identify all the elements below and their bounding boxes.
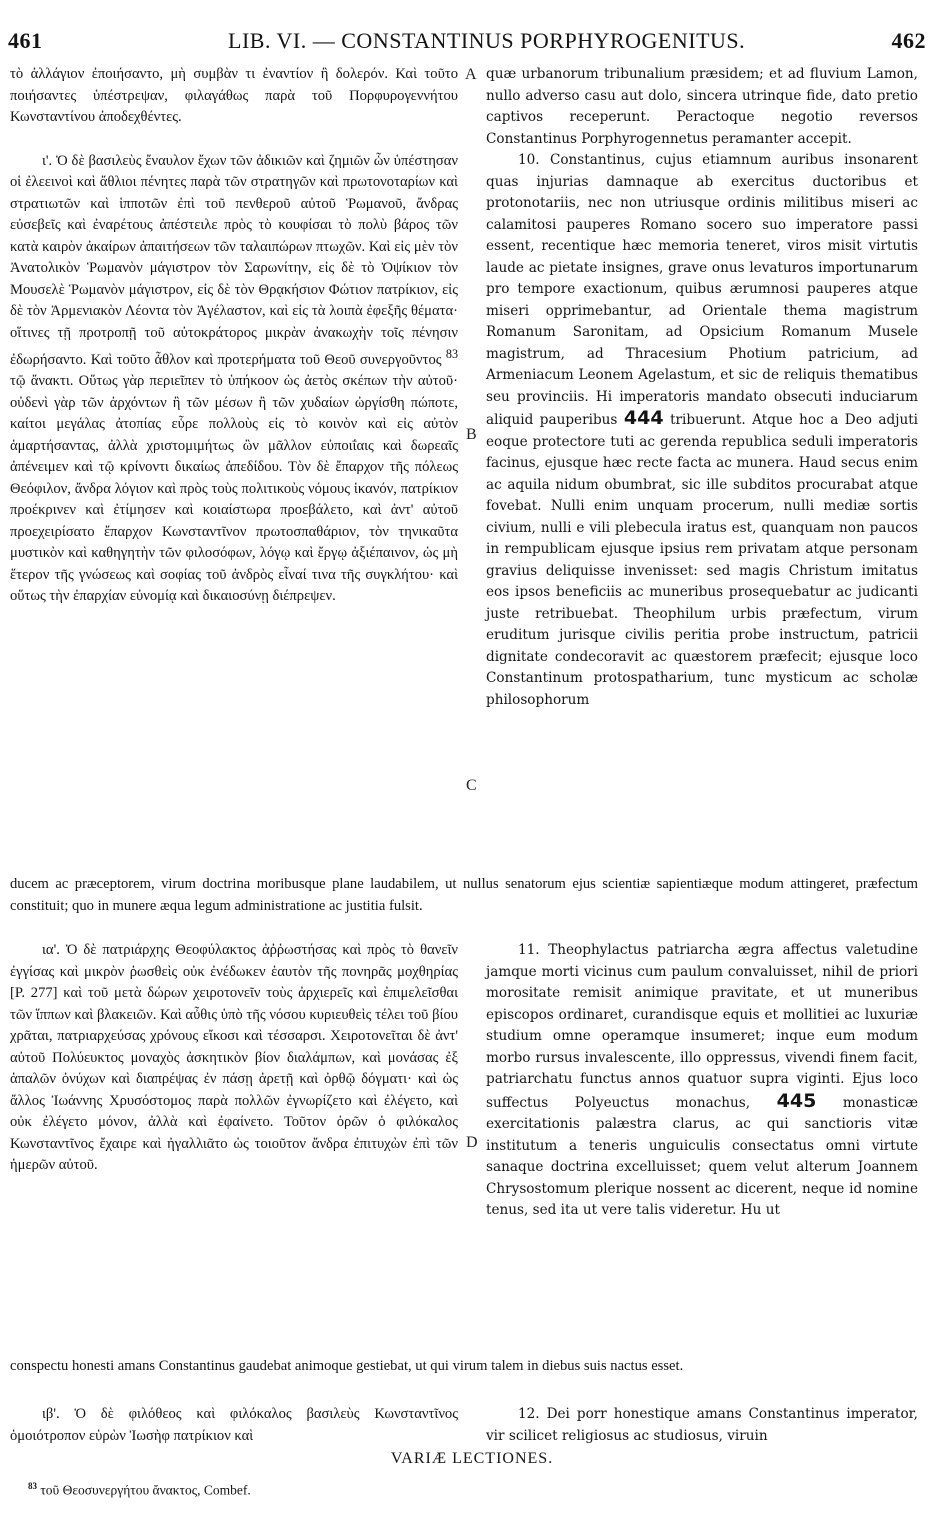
variae-lectiones-heading: VARIÆ LECTIONES. xyxy=(390,1450,554,1467)
greek-section-11-text-a: Ὁ δὲ πατριάρχης Θεοφύλακτος ἀῤῥωστήσας καὶ πρὸς τὸ θανεῖν ἐγγίσας καὶ μικρὸν ῥωσθεὶς οὐκ ἐνέδωκεν ἑαυτὸν τῆς πονηρᾶς μοχθηρίας xyxy=(10,942,458,980)
margin-marker-b: B xyxy=(466,426,477,443)
greek-column-upper xyxy=(10,64,458,872)
greek-section-12-text: Ὁ δὲ φιλόθεος καὶ φιλόκαλος βασιλεὺς Κωνσταντῖνος ὁμοιότροπον εὑρὼν Ἰωσὴφ πατρίκιον καὶ xyxy=(10,1406,458,1444)
latin-column-upper xyxy=(486,64,918,872)
edition-page-number: 444 xyxy=(623,407,664,429)
greek-section-10-text-b: τῷ ἄνακτι. Οὕτως γὰρ περιεῖπεν τὸ ὑπήκοον ὡς ἀετὸς σκέπων τὴν αὐτοῦ· οὐδενὶ γὰρ τῶν ἀρχόντων ἢ τῶν μέσων ἢ τῶν χυδαίων ὠργίσθη πώποτε, καίτοι μεγάλας ἀτοπίας εὗρε πολλοὺς εἰς τὸ κοινὸν καὶ εἰς αὐτὸν ἁμαρτήσαντας, ἀλλὰ χριστομιμήτως ὢν μᾶλλον εὐποιΐαις καὶ δωρεαῖς ἀπένειμεν καὶ τῷ κρίνοντι δικαίως ἀπεδίδου. Τὸν δὲ ἔπαρχον τῆς πόλεως Θεόφιλον, ἄνδρα λόγιον καὶ πρὸς τοὺς πολιτικοὺς νόμους ἱκανόν, πατρίκιον προέκρινεν καὶ ἐτίμησεν καὶ κοιαίστωρα προεβάλετο, καὶ ἀντ' αὐτοῦ προεχειρίσατο ἔπαρχον Κωνσταντῖνον πρωτοσπαθάριον, τὸν τηνικαῦτα μυστικὸν καὶ καθηγητὴν τῶν φιλοσόφων, λόγῳ καὶ ἔργῳ ἀξιέπαινον, ὡς μὴ ἕτερον τῆς γνώσεως καὶ σοφίας τοῦ ἀνδρὸς εἶναί τινα τῆς συγκλήτου· καὶ οὕτως τὴν ἐπαρχίαν εὐνομίᾳ καὶ δικαιοσύνῃ διέπρεψεν. xyxy=(10,373,458,605)
section-number: 10. xyxy=(518,152,540,168)
latin-section-11-text-b: monasticæ exercitationis palæstra clarus, ac qui sanctioris vitæ institutum a teneris unguiculis consectatus omni virtute sanaque doctrina excelluisset; quem velut alterum Joannem Chrysostomum plerique nossent ac dicerent, neque id nomine tenus, sed ita ut vere talis videretur. Hu ut xyxy=(486,1094,918,1218)
section-number: ιβ'. xyxy=(42,1406,60,1422)
greek-section-11-text-b: καὶ τοῦ μετὰ δώρων χειροτονεῖν τοὺς ἀρχιερεῖς καὶ ἐπιμελεῖσθαι τῶν ἵππων καὶ βλακειῶν. Καὶ αὖθις ὑπὸ τῆς νόσου κυριευθεὶς τέλει τοῦ βίου χρᾶται, πατριαρχεύσας χρόνους εἴκοσι καὶ τέσσαρσι. Χειροτονεῖται δὲ ἀντ' αὐτοῦ Πολύευκτος μοναχὸς ἀσκητικὸν βίον διαλάμπων, καὶ μονάσας ἐξ ἁπαλῶν ὀνύχων καὶ διαπρέψας ἐν πάσῃ ἀρετῇ καὶ ὀρθῷ δόγματι· καὶ ὡς ἄλλος Ἰωάννης Χρυσόστομος παρὰ πολλῶν ἐγνωρίζετο καὶ ἐλέγετο, καὶ οὐκ ἐλέγετο μόνον, ἀλλὰ καὶ ἐφαίνετο. Τοῦτον ὁρῶν ὁ φιλόκαλος Κωνσταντῖνος ἔχαιρε καὶ ἠγαλλιᾶτο ὡς τοιοῦτον ἄνδρα ἐπιτυχὼν ἐπὶ τῶν ἡμερῶν αὐτοῦ. xyxy=(10,985,459,1173)
margin-marker-c: C xyxy=(466,777,477,794)
section-number: 11. xyxy=(518,942,540,958)
page-number-right: 462 xyxy=(891,28,926,53)
section-number: ια'. xyxy=(42,942,60,958)
latin-section-11 xyxy=(486,940,918,1222)
latin-fullwidth-1: ducem ac præceptorem, virum doctrina moribusque plane laudabilem, ut nullus senatorum ejus scientiæ sapientiæque modum attingeret, præfectum constituit; quo in munere æqua legum administratione ac justitia fulsit. xyxy=(10,876,918,914)
latin-section-10-text-a: Constantinus, cujus etiamnum auribus insonarent quas injurias damnaque ab exercitus ductoribus et protonotariis, nec non utriusque ordinis militibus miseri ac calamitosi pauperes Romano socero suo imperatore passi essent, recentique hæc memoria teneret, viros misit virtutis laude ac pietate insignes, grave onus levaturos importunarum pro tempore exactionum, quibus ærumnosi pauperes atque miseri opprimebantur, ad Orientale thema magistrum Romanum Saronitam, ad Opsicium Romanum Musele magistrum, ad Thracesium Photium patricium, ad Armeniacum Leonem Agelastum, et sic de reliquis thematibus seu provinciis. Hi imperatoris mandato obsecuti induciarum aliquid pauperibus xyxy=(486,152,918,428)
greek-section-10-text-a: Ὁ δὲ βασιλεὺς ἔναυλον ἔχων τῶν ἀδικιῶν καὶ ζημιῶν ὧν ὑπέστησαν οἱ ἐλεεινοὶ καὶ ἄθλιοι πένητες παρὰ τῶν στρατηγῶν καὶ πρωτονοταρίων καὶ στρατιωτῶν καὶ ἱπποτῶν ἐπὶ τοῦ πενθεροῦ αὐτοῦ Ῥωμανοῦ, ἄνδρας εὐσεβεῖς καὶ ἐναρέτους ἀπέστειλε πρὸς τὸ κουφίσαι τὸ πολὺ βάρος τῶν κατὰ καιρὸν ἀκαίρων ἀπαιτήσεων τῶν ταλαιπώρων πτωχῶν. Καὶ εἰς μὲν τὸν Ἀνατολικὸν Ῥωμανὸν μάγιστρον τὸν Σαρωνίτην, εἰς δὲ τὸ Ὀψίκιον τὸν Μουσελὲ Ῥωμανὸν μάγιστρον, εἰς δὲ τὸν Θρᾳκήσιον Φώτιον πατρίκιον, εἰς δὲ τὸν Ἀρμενιακὸν Λέοντα τὸν Ἀγέλαστον, καὶ εἰς τὰ λοιπὰ ἐφεξῆς θέματα· οἵτινες τῇ προτροπῇ τοῦ αὐτοκράτορος μικρὰν ἀνακωχὴν τοῖς πένησιν ἐδωρήσαντο. Καὶ τοῦτο ἆθλον καὶ προτερήματα τοῦ Θεοῦ συνεργοῦντος xyxy=(10,152,458,368)
edition-page-number: 445 xyxy=(776,1089,817,1112)
latin-intro: quæ urbanorum tribunalium præsidem; et ad fluvium Lamon, nullo adverso casu aut dolo, sincera utrinque fide, dato pretio captivos receperunt. Peractoque negotio reversos Constantinus Porphyrogennetus peramanter accepit. xyxy=(486,66,918,147)
margin-marker-a: A xyxy=(465,66,477,83)
footnote-text: τοῦ Θεοσυνεργήτου ἄνακτος, Combef. xyxy=(40,1482,251,1498)
latin-column-middle xyxy=(486,940,918,1354)
latin-section-12-text: Dei porr honestique amans Constantinus imperator, vir scilicet religiosus ac studiosus, viruin xyxy=(486,1406,918,1444)
latin-section-11-text-a: Theophylactus patriarcha ægra affectus valetudine jamque morti vicinus cum paulum convaluisset, nihil de priori morositate remisit animique pravitate, et ut muneribus episcopos ordinaret, curandisque equis et mollitiei ac luxuriæ studium omne operamque insumeret; inque eum modum morbo rursus invalescente, illo oppressus, vivendi finem facit, patriarchatu functus annos quatuor supra viginti. Ejus loco suffectus Polyeuctus monachus, xyxy=(486,942,918,1111)
latin-section-10-text-b: tribuerunt. Atque hoc a Deo adjuti eoque protectore tuti ac gerenda republica seduli imperatoris facinus, ejusque hæc recte facta ac munera. Haud secus enim ac aquila nidum obumbrat, sic ille subditos procurabat atque fovebat. Nulli enim unquam procerum, nulli mediæ sortis civium, nulli e vili plebecula iratus est, quanquam non paucos in rempublicam ejusque ipsius rem privatam atque personam gravius deliquisse invenisset: sed magis Christum imitatus eos ipsos beneficiis ac muneribus prosequebatur ac judicanti juste retribuebat. Theophilum urbis præfectum, virum eruditum jurisque civilis peritia probe instructum, patricii dignitate condecoravit ac quæstorem præfecit; ejusque loco Constantinum protospatharium, tunc mysticum ac scholæ philosophorum xyxy=(486,412,919,708)
footnote xyxy=(28,1481,728,1499)
latin-section-12 xyxy=(486,1404,918,1447)
running-head xyxy=(0,28,944,58)
latin-section-10 xyxy=(486,150,918,711)
margin-marker-d: D xyxy=(466,1134,478,1151)
page-number-left: 461 xyxy=(8,28,43,53)
greek-section-12 xyxy=(10,1404,458,1447)
latin-fullwidth-2: conspectu honesti amans Constantinus gaudebat animoque gestiebat, ut qui virum talem in diebus suis nactus esset. xyxy=(10,1358,684,1374)
section-number: 12. xyxy=(518,1406,540,1422)
greek-column-lower xyxy=(10,1404,458,1450)
footnote-number: 83 xyxy=(28,1481,37,1491)
greek-section-10 xyxy=(10,151,458,608)
footnote-ref: 83 xyxy=(445,347,459,361)
section-number: ι'. xyxy=(42,152,53,169)
latin-column-lower xyxy=(486,1404,918,1450)
greek-column-middle xyxy=(10,940,458,1354)
greek-section-11 xyxy=(10,940,458,1177)
greek-intro: τὸ ἀλλάγιον ἐποιήσαντο, μὴ συμβὰν τι ἐναντίον ἢ δολερόν. Καὶ τοῦτο ποιήσαντες ὑπέστρεψαν, φιλαγάθως παρὰ τοῦ Πορφυρογεννήτου Κωνσταντίνου ἀποδεχθέντες. xyxy=(10,66,458,125)
edition-page-ref: [P. 277] xyxy=(10,985,58,1001)
running-title: LIB. VI. — CONSTANTINUS PORPHYROGENITUS. xyxy=(228,28,746,53)
